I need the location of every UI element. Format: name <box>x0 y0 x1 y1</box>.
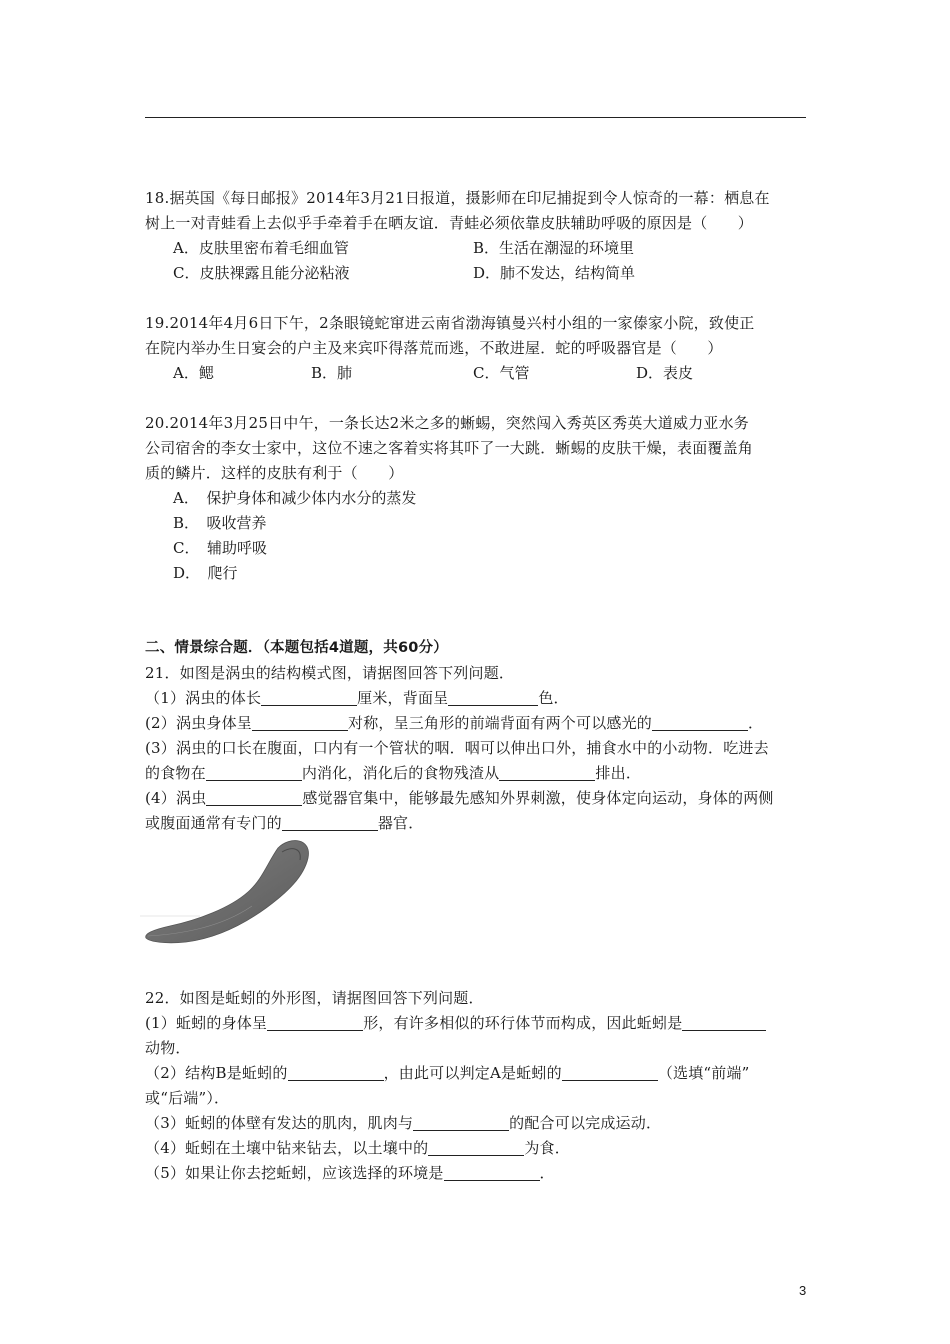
q18-option-a: A．皮肤里密布着毛细血管 <box>173 239 349 257</box>
q19-option-b: B．肺 <box>311 364 353 382</box>
q20-stem-line3: 质的鳞片．这样的皮肤有利于（ ） <box>145 464 404 482</box>
q22-part1-line1: (1）蚯蚓的身体呈 形，有许多相似的环行体节而构成，因此蚯蚓是 <box>145 1013 766 1033</box>
q22-part3: （3）蚯蚓的体壁有发达的肌肉，肌肉与 的配合可以完成运动． <box>145 1114 662 1132</box>
q19-option-d: D．表皮 <box>636 364 694 382</box>
q21-blank-symmetry[interactable] <box>252 715 348 731</box>
header-rule <box>145 117 806 118</box>
q20-option-a: A． 保护身体和减少体内水分的蒸发 <box>173 489 417 507</box>
q22-blank-structure-b[interactable] <box>288 1065 384 1081</box>
q22-part1-line2: 动物． <box>145 1039 191 1057</box>
q19-stem-line1: 19.2014年4月6日下午，2条眼镜蛇窜进云南省渤海镇曼兴村小组的一家傣家小院，致使正 <box>145 314 755 332</box>
q21-part4-line1: (4）涡虫 感觉器官集中，能够最先感知外界刺激，使身体定向运动，身体的两侧 <box>145 789 774 807</box>
q22-part2-line2: 或“后端”）． <box>145 1089 230 1107</box>
q21-blank-dorsal-color[interactable] <box>448 690 538 706</box>
q19-option-c: C．气管 <box>473 364 530 382</box>
section-2-title: 二、情景综合题．（本题包括4道题，共60分） <box>145 640 448 656</box>
q18-option-b: B．生活在潮湿的环境里 <box>473 239 635 257</box>
q21-blank-excretion-site[interactable] <box>499 765 595 781</box>
q22-blank-food[interactable] <box>428 1140 524 1156</box>
q20-stem-line2: 公司宿舍的李女士家中，这位不速之客着实将其吓了一大跳．蜥蜴的皮肤干燥，表面覆盖角 <box>145 439 754 457</box>
q20-option-d: D． 爬行 <box>173 564 238 582</box>
q20-stem-line1: 20.2014年3月25日中午，一条长达2米之多的蜥蜴，突然闯入秀英区秀英大道威力亚水务 <box>145 414 750 432</box>
page-number: 3 <box>799 1283 807 1298</box>
q18-option-c: C．皮肤裸露且能分泌粘液 <box>173 264 350 282</box>
q21-blank-body-length[interactable] <box>261 690 357 706</box>
q22-blank-body-shape[interactable] <box>267 1015 363 1031</box>
q22-blank-structure-a[interactable] <box>562 1065 658 1081</box>
q21-part3-line2: 的食物在 内消化，消化后的食物残渣从 排出． <box>145 764 642 782</box>
q18-option-d: D．肺不发达，结构简单 <box>473 264 636 282</box>
q20-option-b: B． 吸收营养 <box>173 514 267 532</box>
q21-blank-sense-region[interactable] <box>206 790 302 806</box>
flatworm-figure <box>140 836 320 948</box>
q22-part5: （5）如果让你去挖蚯蚓，应该选择的环境是 ． <box>145 1164 555 1182</box>
q22-stem: 22．如图是蚯蚓的外形图，请据图回答下列问题． <box>145 989 484 1007</box>
q18-stem-line2: 树上一对青蛙看上去似乎手牵着手在晒友谊．青蛙必须依靠皮肤辅助呼吸的原因是（ ） <box>145 214 754 232</box>
q21-blank-special-organ[interactable] <box>282 815 378 831</box>
q21-part2: (2）涡虫身体呈 对称，呈三角形的前端背面有两个可以感光的 ． <box>145 714 764 732</box>
q21-part1: （1）涡虫的体长 厘米，背面呈 色． <box>145 689 569 707</box>
q22-blank-animal-type[interactable] <box>682 1015 766 1031</box>
q22-blank-muscle-partner[interactable] <box>413 1115 509 1131</box>
q21-stem: 21．如图是涡虫的结构模式图，请据图回答下列问题． <box>145 664 515 682</box>
q21-blank-digestion-site[interactable] <box>206 765 302 781</box>
q22-blank-environment[interactable] <box>444 1165 540 1181</box>
q21-blank-light-organ[interactable] <box>652 715 748 731</box>
q21-part4-line2: 或腹面通常有专门的 器官． <box>145 814 424 832</box>
q21-part3-line1: (3）涡虫的口长在腹面，口内有一个管状的咽．咽可以伸出口外，捕食水中的小动物．吃进去 <box>145 739 769 757</box>
q20-option-c: C． 辅助呼吸 <box>173 539 267 557</box>
flatworm-body <box>146 841 309 943</box>
q22-part2-line1: （2）结构B是蚯蚓的 ，由此可以判定A是蚯蚓的 （选填“前端” <box>145 1064 750 1082</box>
q19-stem-line2: 在院内举办生日宴会的户主及来宾吓得落荒而逃，不敢进屋．蛇的呼吸器官是（ ） <box>145 339 723 357</box>
q18-stem-line1: 18.据英国《每日邮报》2014年3月21日报道，摄影师在印尼捕捉到令人惊奇的一幕：栖息在 <box>145 189 770 207</box>
q19-option-a: A．鳃 <box>173 364 214 382</box>
q22-part4: （4）蚯蚓在土壤中钻来钻去，以土壤中的 为食． <box>145 1139 570 1157</box>
